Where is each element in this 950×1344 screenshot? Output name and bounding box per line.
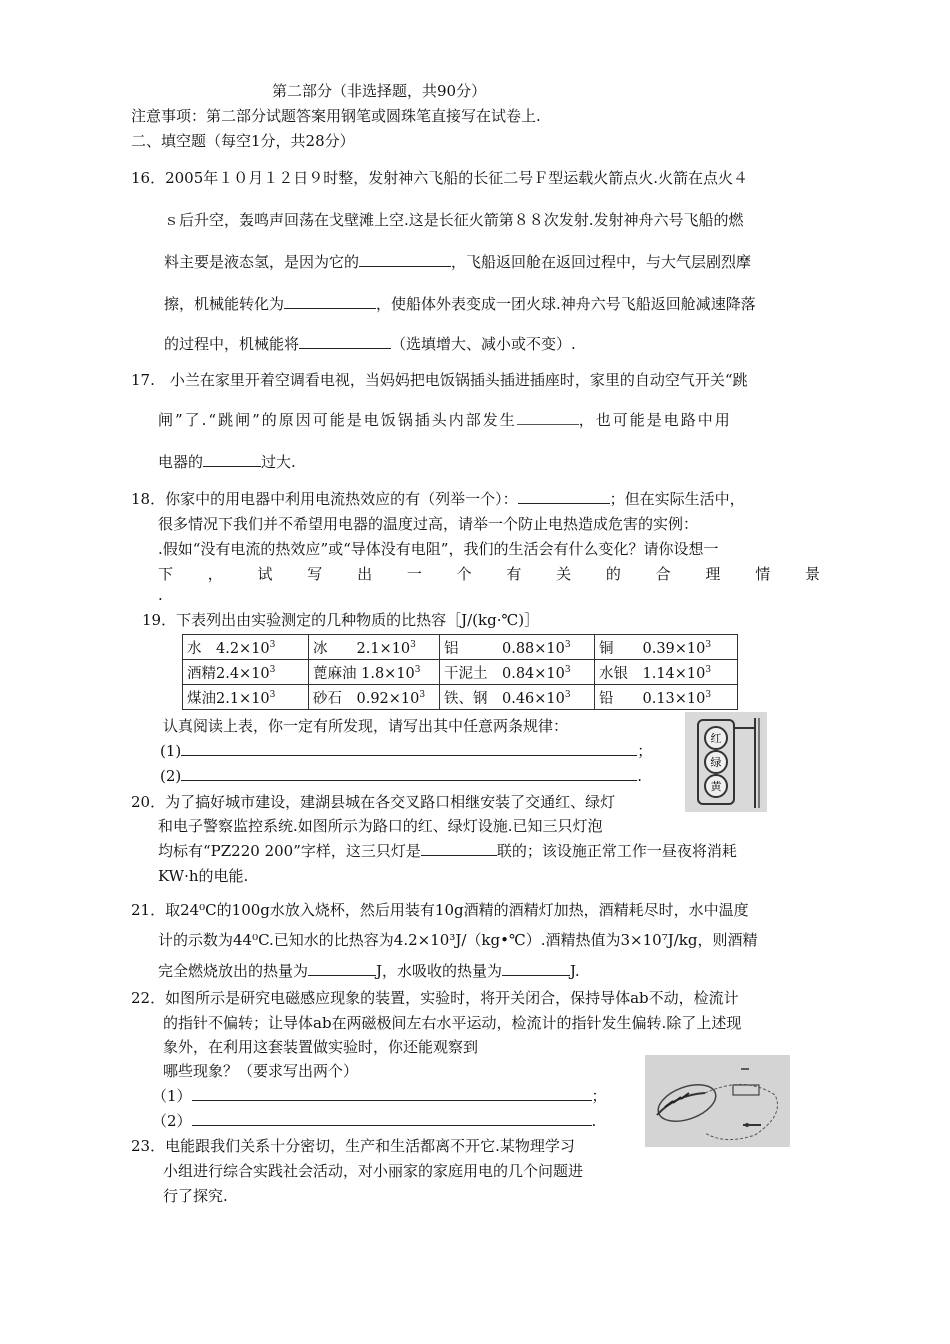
q17-text: 过大. xyxy=(261,453,296,471)
answer-label: （2） xyxy=(152,1112,192,1130)
q18-char: 景 xyxy=(804,565,820,583)
q23-line-2: 小组进行综合实践社会活动，对小丽家的家庭用电的几个问题进 xyxy=(163,1162,584,1180)
answer-blank[interactable] xyxy=(203,452,261,467)
q19-prompt: 认真阅读上表，你一定有所发现，请写出其中任意两条规律： xyxy=(163,717,569,735)
table-cell: 蓖麻油 $1.8\times 10^3$ xyxy=(309,660,440,685)
answer-line[interactable] xyxy=(181,766,637,781)
answer-line[interactable] xyxy=(192,1111,592,1126)
traffic-light-figure xyxy=(685,712,767,812)
table-cell: 铅 $0.13\times 10^3$ xyxy=(595,685,738,710)
part-title: 第二部分（非选择题，共90分） xyxy=(272,82,487,100)
q21-line-2: 计的示数为44⁰C.已知水的比热容为4.2×10³J/（kg•℃）.酒精热值为3×10⁷J/kg，则酒精 xyxy=(158,931,758,949)
q16-line-2: ｓ后升空，轰鸣声回荡在戈壁滩上空.这是长征火箭第８８次发射.发射神舟六号飞船的燃 xyxy=(164,211,744,229)
answer-blank[interactable] xyxy=(359,252,451,267)
answer-label: (1) xyxy=(160,742,182,760)
answer-blank[interactable] xyxy=(517,410,579,425)
table-cell: 砂石 $0.92\times 10^3$ xyxy=(309,685,440,710)
answer-blank[interactable] xyxy=(518,489,610,504)
q22-line-4: 哪些现象？（要求写出两个） xyxy=(163,1062,359,1080)
table-cell: 煤油$2.1\times 10^3$ xyxy=(183,685,309,710)
q16-line-3 xyxy=(164,252,751,272)
table-cell: 铁、钢 $0.46\times 10^3$ xyxy=(440,685,595,710)
q20-text: 均标有“PZ220 200”字样，这三只灯是 xyxy=(158,842,421,860)
q18-char: 个 xyxy=(456,565,472,583)
q17-text: ，也可能是电路中用 xyxy=(578,411,732,429)
q23-line-3: 行了探究. xyxy=(163,1187,228,1205)
q17-line-1: 17. 小兰在家里开着空调看电视，当妈妈把电饭锅插头插进插座时，家里的自动空气开关“跳 xyxy=(131,371,748,389)
q18-char: 下 xyxy=(158,565,174,583)
q18-char: 理 xyxy=(705,565,721,583)
q18-char: 写 xyxy=(307,565,323,583)
q16-line-5 xyxy=(164,334,576,354)
q18-line-1 xyxy=(131,489,745,509)
q20-line-1: 20．为了搞好城市建设，建湖县城在各交叉路口相继安装了交通红、绿灯 xyxy=(131,793,616,811)
answer-blank[interactable] xyxy=(421,841,497,856)
q20-line-4: KW·h的电能. xyxy=(158,867,249,885)
q19-answer-2 xyxy=(160,766,642,786)
q17-line-3 xyxy=(158,452,296,472)
answer-label: （1） xyxy=(152,1087,192,1105)
green-lamp-label: 绿 xyxy=(710,756,722,769)
switch-pivot xyxy=(745,1123,749,1127)
section-title: 二、填空题（每空1分，共28分） xyxy=(131,132,355,150)
table-cell: 冰 $2.1\times 10^3$ xyxy=(309,635,440,660)
q16-text: 料主要是液态氢，是因为它的 xyxy=(164,253,360,271)
q22-line-2: 的指针不偏转；让导体ab在两磁极间左右水平运动，检流计的指针发生偏转.除了上述现 xyxy=(163,1014,742,1032)
q16-text: 的过程中，机械能将 xyxy=(164,335,300,353)
red-lamp-label: 红 xyxy=(710,732,722,745)
magnet xyxy=(653,1078,720,1129)
answer-blank[interactable] xyxy=(299,334,391,349)
q18-line-2: 很多情况下我们并不希望用电器的温度过高，请举一个防止电热造成危害的实例： xyxy=(158,515,699,533)
q17-line-2 xyxy=(158,410,732,430)
table-cell: 水银 $1.14\times 10^3$ xyxy=(595,660,738,685)
q19-answer-1 xyxy=(160,741,652,761)
induction-apparatus-figure xyxy=(645,1055,790,1147)
table-cell: 酒精$2.4\times 10^3$ xyxy=(183,660,309,685)
q21-text: 完全燃烧放出的热量为 xyxy=(158,962,309,980)
q21-text: J. xyxy=(570,962,580,980)
notice: 注意事项：第二部分试题答案用钢笔或圆珠笔直接写在试卷上. xyxy=(131,107,541,125)
q22-answer-2 xyxy=(152,1111,596,1131)
q18-text: 18．你家中的用电器中利用电流热效应的有（列举一个）： xyxy=(131,490,518,508)
q22-answer-1 xyxy=(152,1086,607,1106)
q18-line-4 xyxy=(158,564,820,584)
table-cell: 干泥土 $0.84\times 10^3$ xyxy=(440,660,595,685)
table-row xyxy=(183,660,738,685)
answer-end: ； xyxy=(591,1087,607,1105)
q18-line-3: .假如“没有电流的热效应”或“导体没有电阻”，我们的生活会有什么变化？请你设想一 xyxy=(158,540,719,558)
q16-line-4 xyxy=(164,294,756,314)
q17-text: 闸”了.“跳闸”的原因可能是电饭锅插头内部发生 xyxy=(158,411,517,429)
table-row xyxy=(183,685,738,710)
q22-line-1: 22．如图所示是研究电磁感应现象的装置，实验时，将开关闭合，保持导体ab不动，检流计 xyxy=(131,989,739,1007)
q21-line-1: 21．取24⁰C的100g水放入烧杯，然后用装有10g酒精的酒精灯加热，酒精耗尽时，水中温度 xyxy=(131,901,749,919)
q18-char: 情 xyxy=(755,565,771,583)
answer-blank[interactable] xyxy=(308,961,376,976)
q18-char: 合 xyxy=(655,565,671,583)
yellow-lamp-label: 黄 xyxy=(710,780,722,793)
q16-text: ，飞船返回舱在返回过程中，与大气层剧烈摩 xyxy=(451,253,752,271)
q16-text: 擦，机械能转化为 xyxy=(164,295,285,313)
table-cell: 铝 $0.88\times 10^3$ xyxy=(440,635,595,660)
answer-blank[interactable] xyxy=(284,294,376,309)
q20-line-2: 和电子警察监控系统.如图所示为路口的红、绿灯设施.已知三只灯泡 xyxy=(158,817,603,835)
q18-line-5: . xyxy=(158,586,163,604)
answer-blank[interactable] xyxy=(502,961,570,976)
q17-text: 电器的 xyxy=(158,453,204,471)
q21-text: J，水吸收的热量为 xyxy=(376,962,503,980)
q16-text: （选填增大、减小或不变）. xyxy=(391,335,576,353)
q16-line-1: 16．2005年１０月１２日９时整，发射神六飞船的长征二号Ｆ型运载火箭点火.火箭在点火４ xyxy=(131,169,749,187)
q21-line-3 xyxy=(158,961,580,981)
q22-line-3: 象外，在利用这套装置做实验时，你还能观察到 xyxy=(163,1038,479,1056)
q20-text: 联的；该设施正常工作一昼夜将消耗 xyxy=(496,842,737,860)
answer-label: (2) xyxy=(160,767,182,785)
q18-char: 有 xyxy=(506,565,522,583)
q18-char: 一 xyxy=(406,565,422,583)
table-cell: 铜 $0.39\times 10^3$ xyxy=(595,635,738,660)
answer-end: . xyxy=(637,767,643,785)
answer-end: . xyxy=(591,1112,597,1130)
q18-char: 的 xyxy=(605,565,621,583)
q18-char: 关 xyxy=(556,565,572,583)
q19-title: 19．下表列出由实验测定的几种物质的比热容［J/(kg·℃)］ xyxy=(142,611,540,629)
q18-char: ， xyxy=(207,565,223,583)
q18-char: 试 xyxy=(257,565,273,583)
induction-apparatus-drawing xyxy=(645,1055,790,1147)
q23-line-1: 23．电能跟我们关系十分密切，生产和生活都离不开它.某物理学习 xyxy=(131,1137,575,1155)
q16-text: ，使船体外表变成一团火球.神舟六号飞船返回舱减速降落 xyxy=(376,295,756,313)
specific-heat-table xyxy=(182,634,738,710)
answer-line[interactable] xyxy=(181,741,637,756)
q20-line-3 xyxy=(158,841,737,861)
q18-char: 出 xyxy=(357,565,373,583)
table-row xyxy=(183,635,738,660)
q18-text: ；但在实际生活中， xyxy=(609,490,745,508)
conductor-ab xyxy=(657,1093,705,1115)
answer-line[interactable] xyxy=(192,1086,592,1101)
traffic-light-drawing xyxy=(685,712,767,812)
answer-end: ； xyxy=(637,742,653,760)
table-cell: 水 $4.2\times 10^3$ xyxy=(183,635,309,660)
